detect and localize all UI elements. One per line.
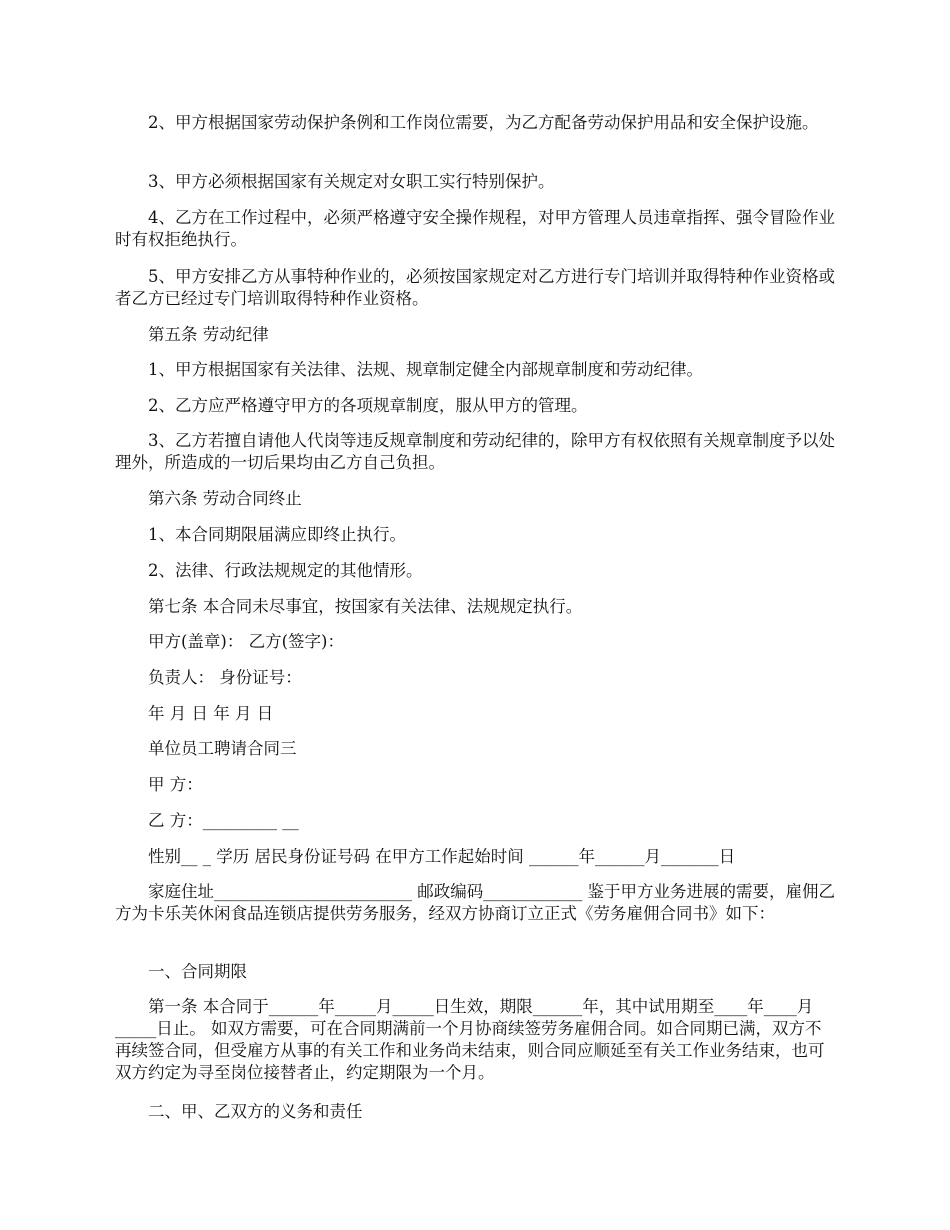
personal-info-line: 性别__ _ 学历 居民身份证号码 在甲方工作起始时间 ______年______月_______日 xyxy=(148,847,736,866)
signature-line: 甲方(盖章)： 乙方(签字)： xyxy=(148,632,344,651)
paragraph-termination-2: 2、法律、行政法规规定的其他情形。 xyxy=(148,561,423,580)
party-a-line: 甲 方： xyxy=(148,775,203,794)
party-b-line: 乙 方：_________ __ xyxy=(148,811,299,830)
heading-contract-term: 一、合同期限 xyxy=(148,962,247,981)
paragraph-discipline-2: 2、乙方应严格遵守甲方的各项规章制度，服从甲方的管理。 xyxy=(148,396,588,415)
heading-obligations: 二、甲、乙双方的义务和责任 xyxy=(148,1102,363,1121)
heading-article-5: 第五条 劳动纪律 xyxy=(148,325,269,344)
date-line: 年 月 日 年 月 日 xyxy=(148,704,274,723)
paragraph-female-protection: 3、甲方必须根据国家有关规定对女职工实行特别保护。 xyxy=(148,172,555,191)
responsible-person-line: 负责人： 身份证号： xyxy=(148,668,302,687)
heading-article-6: 第六条 劳动合同终止 xyxy=(148,489,302,508)
paragraph-article-1: 第一条 本合同于______年_____月_____日生效，期限______年，其中试用期至____年____月_____日止。 如双方需要，可在合同期满前一个月协商续签劳务雇佣合同。如合同期已满，双方不再续签合同，但受雇方从事的有关工作和业务尚未结束，则合同应顺延至有关工作业务结束，也可双方约定为寻至岗位接替者止，约定期限为一个月。 xyxy=(115,997,825,1082)
paragraph-termination-1: 1、本合同期限届满应即终止执行。 xyxy=(148,525,406,544)
paragraph-protection-equipment: 2、甲方根据国家劳动保护条例和工作岗位需要，为乙方配备劳动保护用品和安全保护设施。 xyxy=(148,113,819,132)
paragraph-discipline-3: 3、乙方若擅自请他人代岗等违反规章制度和劳动纪律的，除甲方有权依照有关规章制度予以处理外，所造成的一切后果均由乙方自己负担。 xyxy=(115,431,835,472)
paragraph-discipline-1: 1、甲方根据国家有关法律、法规、规章制定健全内部规章制度和劳动纪律。 xyxy=(148,360,703,379)
contract-title: 单位员工聘请合同三 xyxy=(148,739,297,758)
heading-article-7: 第七条 本合同未尽事宜，按国家有关法律、法规规定执行。 xyxy=(148,597,583,616)
paragraph-special-work: 5、甲方安排乙方从事特种作业的，必须按国家规定对乙方进行专门培训并取得特种作业资格或者乙方已经过专门培训取得特种作业资格。 xyxy=(115,267,835,308)
paragraph-safety-rules: 4、乙方在工作过程中，必须严格遵守安全操作规程，对甲方管理人员违章指挥、强令冒险作业时有权拒绝执行。 xyxy=(115,208,835,249)
address-paragraph: 家庭住址________________________ 邮政编码____________ 鉴于甲方业务进展的需要，雇佣乙方为卡乐芙休闲食品连锁店提供劳务服务，经双方协商订立正式《劳务雇佣合同书》如下： xyxy=(115,882,835,923)
